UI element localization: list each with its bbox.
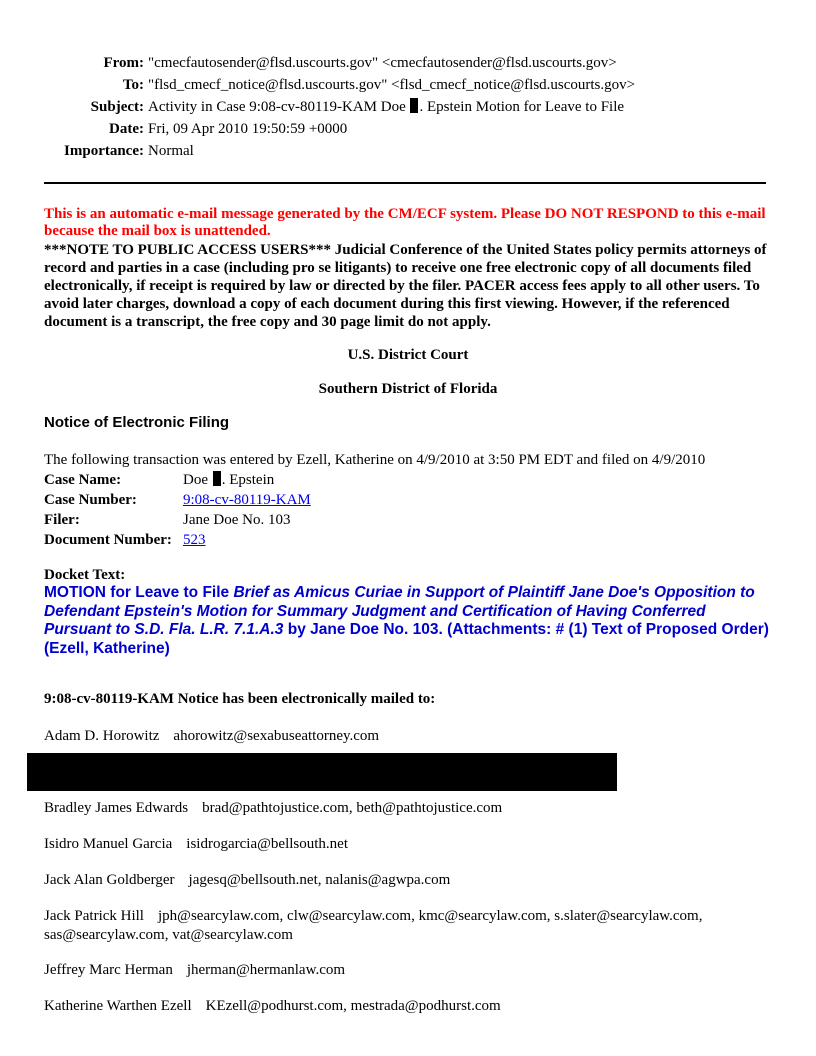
date-value: Fri, 09 Apr 2010 19:50:59 +0000 [148,121,348,137]
recipient-row [44,799,774,818]
subject-value [148,96,780,118]
document-number-row [44,530,311,550]
importance-value: Normal [148,143,194,159]
recipient-emails: jagesq@bellsouth.net, nalanis@agwpa.com [188,872,451,888]
case-name-label: Case Name: [44,472,122,488]
from-label: From: [103,55,144,71]
public-access-note: ***NOTE TO PUBLIC ACCESS USERS*** Judicial Conference of the United States policy permits attorneys of record and parties in a case (including pro se litigants) to receive one free electronic copy of all documents filed electronically, if receipt is required by law or directed by the filer. PACER access fees apply to all other users. To avoid later charges, download a copy of each document during this first viewing. However, if the referenced document is a transcript, the free copy and 30 page limit do not apply. [44,242,767,330]
date-label: Date: [109,121,144,137]
recipient-name: Adam D. Horowitz [44,728,160,744]
recipient-name: Jeffrey Marc Herman [44,962,173,978]
recipient-emails: KEzell@podhurst.com, mestrada@podhurst.com [205,998,501,1014]
header-divider [44,182,766,184]
recipient-emails: brad@pathtojustice.com, beth@pathtojustice.com [202,800,503,816]
case-name-end: . Epstein [221,472,275,488]
filer-label: Filer: [44,512,80,528]
recipient-emails: jph@searcylaw.com, clw@searcylaw.com, kmc@searcylaw.com, s.slater@searcylaw.com, sas@searcylaw.com, vat@searcylaw.com [44,908,703,943]
recipient-name: Jack Alan Goldberger [44,872,175,888]
filer-row [44,510,311,530]
case-name-start: Doe [183,472,208,488]
document-number-label: Document Number: [44,532,172,548]
email-header [40,52,780,162]
auto-message-warning: This is an automatic e-mail message generated by the CM/ECF system. Please DO NOT RESPOND to this e-mail because the mail box is unattended. [44,206,766,239]
case-info-table [44,470,311,550]
redaction-mark [410,98,418,113]
importance-label: Importance: [64,143,144,159]
recipient-emails: jherman@hermanlaw.com [186,962,346,978]
court-district: Southern District of Florida [318,381,498,397]
docket-text-part3: by Jane Doe No. 103. (Attachments: # (1) Text of Proposed Order)(Ezell, Katherine) [44,621,769,657]
to-label: To: [122,77,144,93]
filer-value: Jane Doe No. 103 [183,512,291,528]
docket-text-part1: MOTION for Leave to File [44,584,234,601]
case-number-row [44,490,311,510]
recipient-row [44,907,774,945]
document-number-link[interactable]: 523 [183,532,206,548]
redaction-block [27,753,617,791]
recipient-row [44,961,774,980]
to-value: "flsd_cmecf_notice@flsd.uscourts.gov" <flsd_cmecf_notice@flsd.uscourts.gov> [148,77,636,93]
case-name-row [44,470,311,490]
case-number-label: Case Number: [44,492,137,508]
from-value: "cmecfautosender@flsd.uscourts.gov" <cmecfautosender@flsd.uscourts.gov> [148,55,617,71]
recipient-row [44,835,774,854]
recipient-name: Isidro Manuel Garcia [44,836,173,852]
docket-text-label: Docket Text: [44,567,126,583]
subject-row [40,96,780,118]
to-row [40,74,780,96]
subject-text-end: . Epstein Motion for Leave to File [419,99,625,115]
mailed-to-heading: 9:08-cv-80119-KAM Notice has been electronically mailed to: [44,691,436,707]
nef-title: Notice of Electronic Filing [44,414,230,431]
subject-label: Subject: [90,99,144,115]
recipient-row [44,727,774,746]
recipient-name: Jack Patrick Hill [44,908,144,924]
court-name: U.S. District Court [347,347,469,363]
case-number-link[interactable]: 9:08-cv-80119-KAM [183,492,311,508]
case-name-value [183,470,274,490]
recipient-row [44,997,774,1016]
docket-text-italic: Brief as Amicus Curiae in Support of Plaintiff Jane Doe's Opposition to Defendant Epstein's Motion for Summary Judgment and Certification of Having Conferred Pursuant to S.D. Fla. L.R. 7.1.A.3 [44,584,755,638]
recipient-emails: isidrogarcia@bellsouth.net [186,836,348,852]
from-row [40,52,780,74]
date-row [40,118,780,140]
docket-text [44,584,774,658]
subject-text-start: Activity in Case 9:08-cv-80119-KAM Doe [148,99,406,115]
recipient-name: Katherine Warthen Ezell [44,998,192,1014]
importance-row [40,140,780,162]
redaction-mark [213,471,221,486]
recipient-row [44,871,774,890]
transaction-text: The following transaction was entered by Ezell, Katherine on 4/9/2010 at 3:50 PM EDT and filed on 4/9/2010 [44,452,706,468]
recipient-name: Bradley James Edwards [44,800,189,816]
recipient-emails: ahorowitz@sexabuseattorney.com [173,728,380,744]
